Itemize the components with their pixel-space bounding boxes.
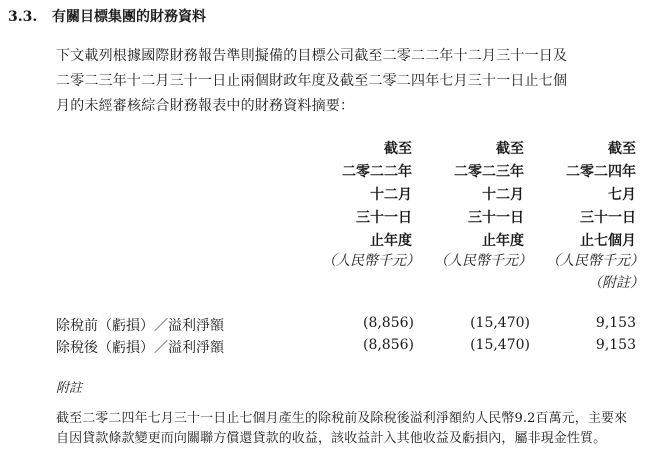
cell-value: (15,470) bbox=[470, 337, 530, 353]
note-line: 截至二零二四年七月三十一日止七個月產生的除稅前及除稅後溢利淨額約人民幣9.2百萬元，主要來 bbox=[56, 411, 628, 426]
column-note: （附註） bbox=[588, 275, 644, 291]
section-number: 3.3. bbox=[8, 9, 38, 25]
row-label-posttax: 除稅後（虧損）／溢利淨額 bbox=[56, 340, 224, 356]
column-header-line: 止年度 bbox=[482, 233, 524, 249]
column-header-line: 二零二二年 bbox=[342, 164, 412, 180]
section-title: 有關目標集團的財務資料 bbox=[52, 9, 206, 25]
column-header-line: 止年度 bbox=[370, 233, 412, 249]
column-unit: （人民幣千元） bbox=[434, 253, 532, 269]
column-unit: （人民幣千元） bbox=[322, 253, 420, 269]
column-header-line: 止七個月 bbox=[580, 233, 636, 249]
note-line: 自因貸款條款變更而向關聯方償還貸款的收益，該收益計入其他收益及虧損內，屬非現金性質。 bbox=[56, 431, 607, 446]
column-header-line: 截至 bbox=[384, 141, 412, 157]
column-header-line: 三十一日 bbox=[356, 210, 412, 226]
column-header-line: 三十一日 bbox=[580, 210, 636, 226]
note-title: 附註 bbox=[56, 381, 83, 396]
column-unit: （人民幣千元） bbox=[546, 253, 644, 269]
cell-value: 9,153 bbox=[595, 337, 636, 353]
intro-line: 二零二三年十二月三十一日止兩個財政年度及截至二零二四年七月三十一日止七個 bbox=[56, 73, 568, 89]
cell-value: 9,153 bbox=[595, 315, 636, 331]
column-header-line: 七月 bbox=[608, 187, 636, 203]
column-header-line: 截至 bbox=[608, 141, 636, 157]
column-header-line: 三十一日 bbox=[468, 210, 524, 226]
intro-line: 月的未經審核綜合財務報表中的財務資料摘要： bbox=[56, 98, 355, 114]
cell-value: (8,856) bbox=[362, 337, 414, 353]
row-label-pretax: 除稅前（虧損）／溢利淨額 bbox=[56, 318, 224, 334]
cell-value: (15,470) bbox=[470, 315, 530, 331]
section-heading bbox=[8, 6, 206, 26]
intro-line: 下文載列根據國際財務報告準則擬備的目標公司截至二零二二年十二月三十一日及 bbox=[56, 48, 568, 64]
column-header-line: 截至 bbox=[496, 141, 524, 157]
cell-value: (8,856) bbox=[362, 315, 414, 331]
column-header-line: 十二月 bbox=[482, 187, 524, 203]
column-header-line: 二零二四年 bbox=[566, 164, 636, 180]
column-header-line: 二零二三年 bbox=[454, 164, 524, 180]
column-header-line: 十二月 bbox=[370, 187, 412, 203]
